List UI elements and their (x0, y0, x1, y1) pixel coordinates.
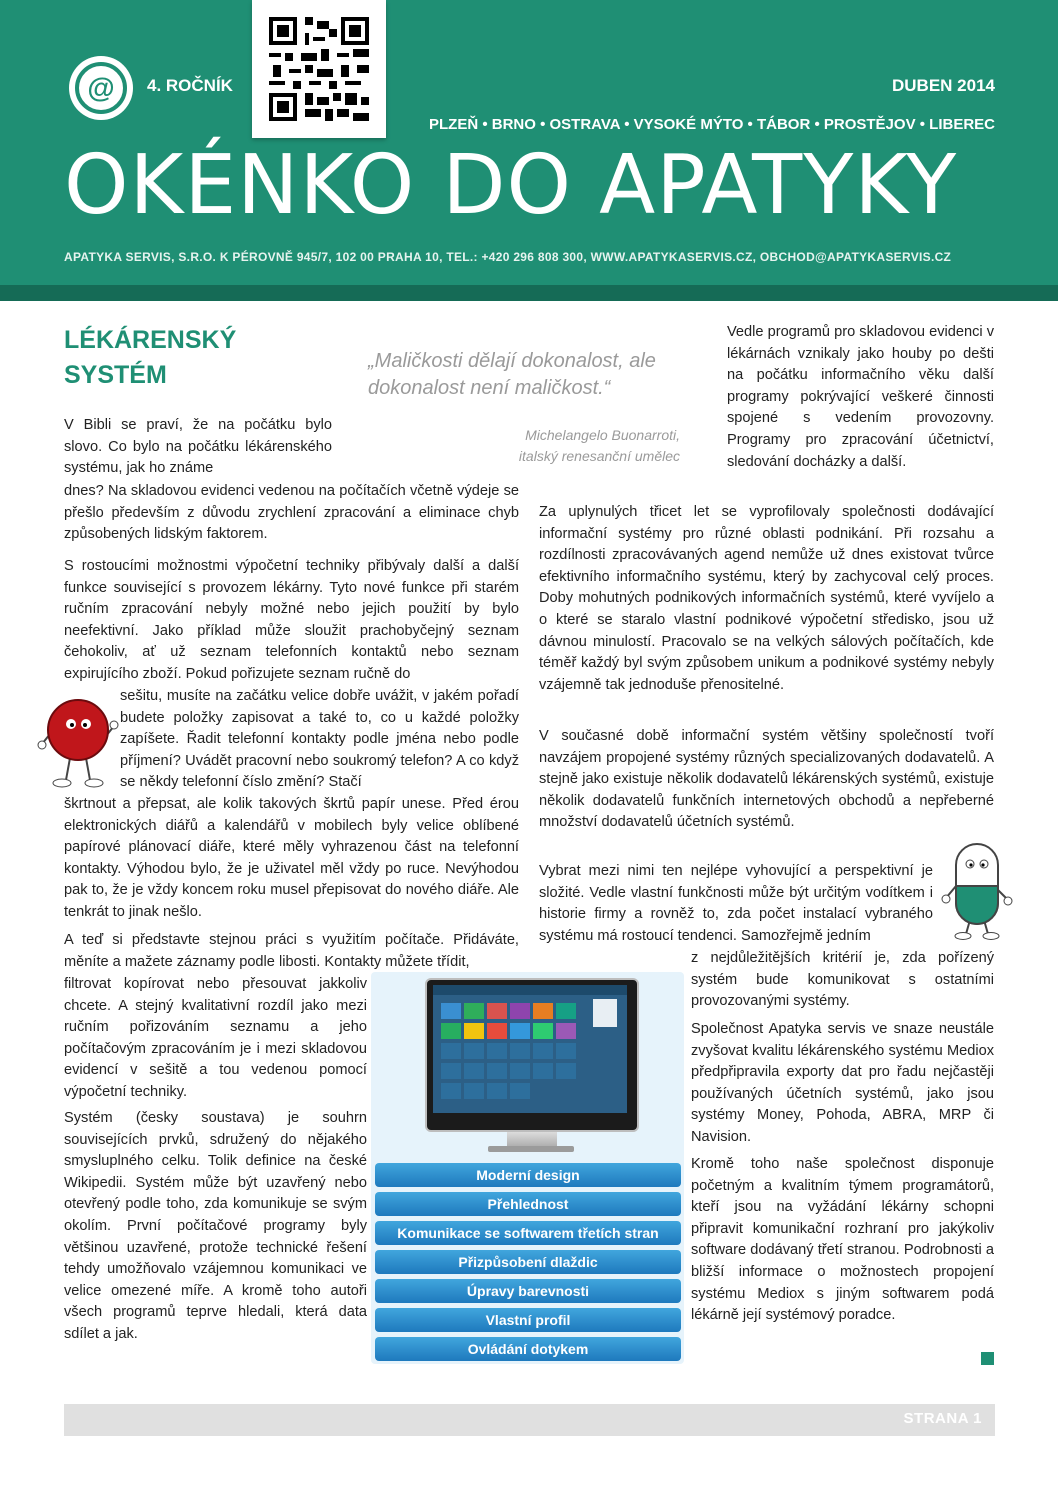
quote-author-name: Michelangelo Buonarroti, (525, 427, 680, 443)
paragraph-system: Systém (česky soustava) je souhrn souvisejících prvků, sdružený do nějakého smysluplného celku. Tolik definice na české Wikipedii. Systém může být uzavřený nebo otevřený podle toho, zda komunikuje se svým okolím. První počítačové programy byly většinou uzavřené, protože technické řešení tehdy umožňovalo vzájemnou komunikaci ve velice omezené míře. A kromě toho autoři všech programů teprve hledali, která data sdílet a jak. (64, 1110, 367, 1342)
quote-author-desc: italský renesanční umělec (518, 448, 680, 464)
paragraph-intro: dnes? Na skladovou evidenci vedenou na počítačích včetně výdeje se přešlo především z důvodu zrychlení zpracování a eliminace chyb způsobených lidským faktorem. (64, 483, 519, 543)
article-title (64, 323, 236, 393)
paragraph-current-systems: V současné době informační systém většiny společností tvoří navzájem propojené systémy různých specializovaných dodavatelů. A stejně jako existuje několik dodavatelů lékárenských systémů, existuje několik dodavatelů funkčních internetových obchodů a nepřeberné množství dodavatelů účetních systémů. (539, 728, 994, 831)
masthead-stripe (0, 285, 1058, 301)
paragraph-computer-b: filtrovat kopírovat nebo přesouvat jakkoliv chcete. A stejný kvalitativní rozdíl jako mezi ručním pořizováním seznamu a jeho počítačovým zpracováním je i mezi skladovou evidencí v sešitě a tou vedenou pomocí výpočetní techniky. (64, 976, 367, 1100)
paragraph-choosing-a: Vybrat mezi nimi ten nejlépe vyhovující a perspektivní je složité. Vedle vlastní funkčnosti může být určitým vodítkem i historie firmy a rovněž to, zda počet instalací vybraného systému má rostoucí tendenci. Samozřejmě jedním (539, 863, 933, 944)
feature-label: Přehlednost (375, 1192, 681, 1216)
issue-date: DUBEN 2014 (892, 76, 995, 95)
feature-label: Komunikace se softwarem třetích stran (375, 1221, 681, 1245)
paragraph-choosing-b: z nejdůležitějších kritérií je, zda pořízený systém bude komunikovat s ostatními provozovanými systémy. (691, 950, 994, 1010)
paragraph-thirty-years: Za uplynulých třicet let se vyprofilovaly společnosti dodávající informační systémy pro různé oblasti podnikání. Při rozsahu a rozdílnosti zpracovávaných agend nemůže už dnes existovat tvůrce efektivního informačního systému, který by zachycoval celý proces. Doby mohutných podnikových informačních systémů, které vyvíjelo a o které se staralo vlastní podnikové výpočetní středisko, jsou už dávnou minulostí. Pracovalo se na velkých sálových počítačích, kde téměř každý byl svým způsobem unikum a podnikové systémy nebyly vzájemně tak jednoduše přenositelné. (539, 504, 994, 693)
page-number: STRANA 1 (903, 1410, 982, 1427)
monitor-stand-base (488, 1146, 574, 1152)
quote-author (440, 425, 680, 467)
article-end-marker (981, 1352, 994, 1365)
paragraph-other-programs: Vedle programů pro skladovou evidenci v lékárnách vznikaly jako houby po dešti na počátku informačního věku další programy pokrývající veškeré činnosti spojené s vedením provozovny. Programy pro zpracování účetnictví, sledování docházky a další. (727, 324, 994, 470)
apatyka-logo-icon (69, 56, 133, 120)
pull-quote: „Maličkosti dělají dokonalost, ale dokonalost není maličkost.“ (368, 350, 656, 399)
qr-code-icon (252, 0, 386, 138)
feature-label: Ovládání dotykem (375, 1337, 681, 1361)
paragraph-mediox-exports: Společnost Apatyka servis ve snaze neustále zvyšovat kvalitu lékárenského systému Mediox předpřipravila exporty dat pro řadu nejčastěji používaných účetních systémů, jako jsou systémy Money, Pohoda, ABRA, MRP či Navision. (691, 1021, 994, 1145)
paragraph-intro-top: V Bibli se praví, že na počátku bylo slovo. Co bylo na počátku lékárenského systému, jak ho známe (64, 417, 332, 477)
paragraph-functions-c: škrtnout a přepsat, ale kolik takových škrtů papír unese. Před érou elektronických diářů a kalendářů v mobilech byly velice oblíbené papírové plánovací diáře, které měly vyhrazenou část na telefonní kontakty. Výhodou bylo, že je uživatel měl vždy po ruce. Nevýhodou pak to, že je vždy koncem roku musel přepisovat do nového diáře. Ale tenkrát to jinak nešlo. (64, 796, 519, 920)
feature-label: Moderní design (375, 1163, 681, 1187)
branch-cities: PLZEŇ • BRNO • OSTRAVA • VYSOKÉ MÝTO • TÁBOR • PROSTĚJOV • LIBEREC (428, 116, 995, 133)
article-title-line: LÉKÁRENSKÝ (64, 326, 237, 354)
logo-at-symbol: @ (75, 62, 127, 114)
feature-label: Přizpůsobení dlaždic (375, 1250, 681, 1274)
green-pill-mascot-icon (942, 840, 1012, 940)
article-title-line: SYSTÉM (64, 361, 167, 389)
paragraph-functions-a: S rostoucími možnostmi výpočetní techniky přibývaly další a další funkce související s provozem lékárny. Tyto nové funkce při starém ručním zpracování nebyly možné nebo jejich použití by bylo neefektivní. Jako příklad může sloužit prachobyčejný seznam čehokoliv, ať už seznam telefonních kontaktů nebo seznam expirujícího zboží. Pokud pořizujete seznam ručně do (64, 558, 519, 682)
mediox-screen-image (433, 985, 627, 1113)
company-contact-line: APATYKA SERVIS, S.R.O. K PÉROVNĚ 945/7, 102 00 PRAHA 10, TEL.: +420 296 808 300, WWW.APATYKASERVIS.CZ, OBCHOD@APATYKASERVIS.CZ (64, 250, 952, 264)
feature-label: Úpravy barevnosti (375, 1279, 681, 1303)
red-pill-mascot-icon (38, 692, 118, 792)
feature-label: Vlastní profil (375, 1308, 681, 1332)
footer-bar (64, 1404, 995, 1436)
paragraph-programmers: Kromě toho naše společnost disponuje početným a kvalitním týmem programátorů, kteří jsou na vyžádání lékárny schopni připravit komunikační rozhraní pro jakýkoliv software dodávaný třetí stranou. Podrobnosti a bližší informace o možnostech propojení systému Mediox s jiným softwarem podá lékárně její systémový poradce. (691, 1156, 994, 1324)
paragraph-functions-b: sešitu, musíte na začátku velice dobře uvážit, v jakém pořadí budete položky zapisovat a také to, co u každé položky zapíšete. Řadit telefonní kontakty podle jména nebo podle příjmení? Uvádět pracovní nebo soukromý telefon? A co když se někdy telefonní číslo změní? Stačí (120, 688, 519, 791)
newsletter-title: OKÉNKO DO APATYKY (64, 138, 958, 233)
issue-number: 4. ROČNÍK (147, 76, 233, 95)
paragraph-computer-a: A teď si představte stejnou práci s využitím počítače. Přidáváte, měníte a mažete záznamy podle libosti. Kontakty můžete třídit, (64, 932, 519, 970)
